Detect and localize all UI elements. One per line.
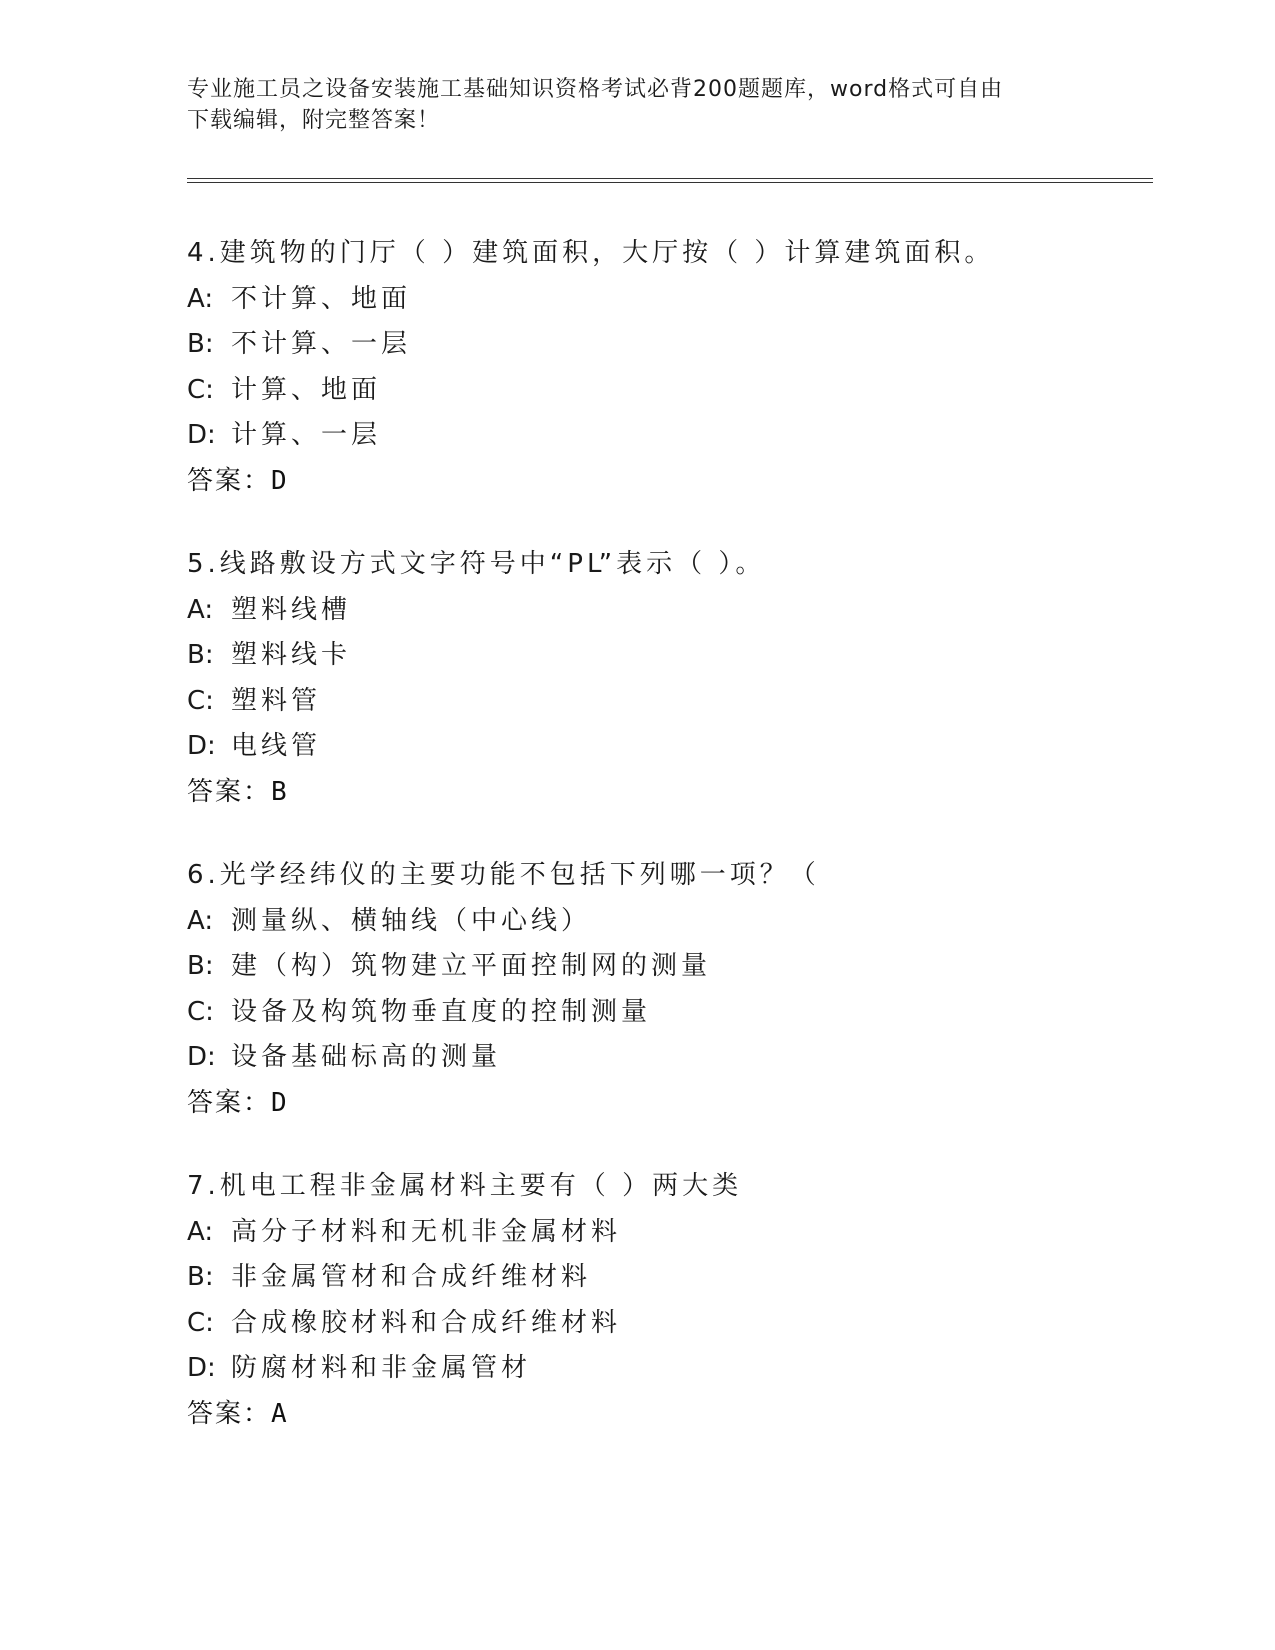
option-key: D: [187, 1353, 216, 1383]
option-key: B: [187, 329, 214, 359]
option-b [187, 1255, 1153, 1301]
option-text: 电线管 [231, 731, 322, 761]
question-title: 5.线路敷设方式文字符号中“PL”表示（ ）。 [187, 549, 766, 579]
answer-line [187, 1392, 1153, 1438]
question-title: 7.机电工程非金属材料主要有（ ）两大类 [187, 1171, 743, 1201]
option-c [187, 990, 1153, 1036]
option-key: D: [187, 420, 216, 450]
option-text: 非金属管材和合成纤维材料 [231, 1262, 592, 1292]
option-c [187, 1301, 1153, 1347]
option-key: A: [187, 1216, 214, 1247]
option-text: 不计算、一层 [231, 329, 412, 359]
header-divider-top [187, 178, 1153, 179]
answer-value: B [271, 776, 287, 807]
option-text: 塑料线卡 [231, 640, 352, 670]
question-list [187, 231, 1153, 1475]
answer-line [187, 1081, 1153, 1127]
header-line-1: 专业施工员之设备安装施工基础知识资格考试必背200题题库，word格式可自由 [187, 77, 1004, 102]
option-b [187, 944, 1153, 990]
option-c [187, 368, 1153, 414]
option-a [187, 899, 1153, 945]
option-text: 塑料管 [231, 685, 322, 716]
option-text: 不计算、地面 [231, 283, 412, 314]
question-title: 6.光学经纬仪的主要功能不包括下列哪一项？（ [187, 860, 820, 890]
question-5 [187, 542, 1153, 815]
option-a [187, 1210, 1153, 1256]
option-key: D: [187, 1042, 216, 1072]
answer-value: D [271, 1087, 287, 1118]
option-key: B: [187, 951, 214, 981]
option-key: A: [187, 283, 214, 314]
option-key: D: [187, 731, 216, 761]
answer-line [187, 459, 1153, 505]
header-line-2: 下载编辑，附完整答案！ [187, 108, 441, 133]
answer-line [187, 770, 1153, 816]
question-7 [187, 1164, 1153, 1437]
question-4 [187, 231, 1153, 504]
option-key: C: [187, 374, 214, 405]
option-text: 计算、地面 [231, 374, 382, 405]
option-d [187, 724, 1153, 770]
option-text: 设备及构筑物垂直度的控制测量 [231, 996, 652, 1027]
option-text: 设备基础标高的测量 [231, 1042, 502, 1072]
question-title: 4.建筑物的门厅（ ）建筑面积，大厅按（ ）计算建筑面积。 [187, 238, 995, 268]
option-text: 测量纵、横轴线（中心线） [231, 905, 592, 936]
option-b [187, 633, 1153, 679]
option-d [187, 1035, 1153, 1081]
answer-value: D [271, 465, 287, 496]
document-header [187, 74, 1067, 136]
option-text: 计算、一层 [231, 420, 382, 450]
option-text: 塑料线槽 [231, 594, 352, 625]
answer-label: 答案： [187, 465, 272, 496]
option-a [187, 588, 1153, 634]
question-6 [187, 853, 1153, 1126]
option-key: C: [187, 685, 214, 716]
answer-label: 答案： [187, 1087, 272, 1118]
option-key: B: [187, 1262, 214, 1292]
option-key: A: [187, 905, 214, 936]
option-text: 合成橡胶材料和合成纤维材料 [231, 1307, 622, 1338]
option-text: 建（构）筑物建立平面控制网的测量 [231, 951, 712, 981]
answer-label: 答案： [187, 1398, 272, 1429]
option-d [187, 413, 1153, 459]
option-key: C: [187, 1307, 214, 1338]
option-b [187, 322, 1153, 368]
header-divider-bottom [187, 182, 1153, 183]
option-key: A: [187, 594, 214, 625]
option-a [187, 277, 1153, 323]
option-c [187, 679, 1153, 725]
option-key: C: [187, 996, 214, 1027]
option-text: 高分子材料和无机非金属材料 [231, 1216, 622, 1247]
answer-value: A [271, 1398, 287, 1429]
option-key: B: [187, 640, 214, 670]
answer-label: 答案： [187, 776, 272, 807]
option-d [187, 1346, 1153, 1392]
option-text: 防腐材料和非金属管材 [231, 1353, 532, 1383]
